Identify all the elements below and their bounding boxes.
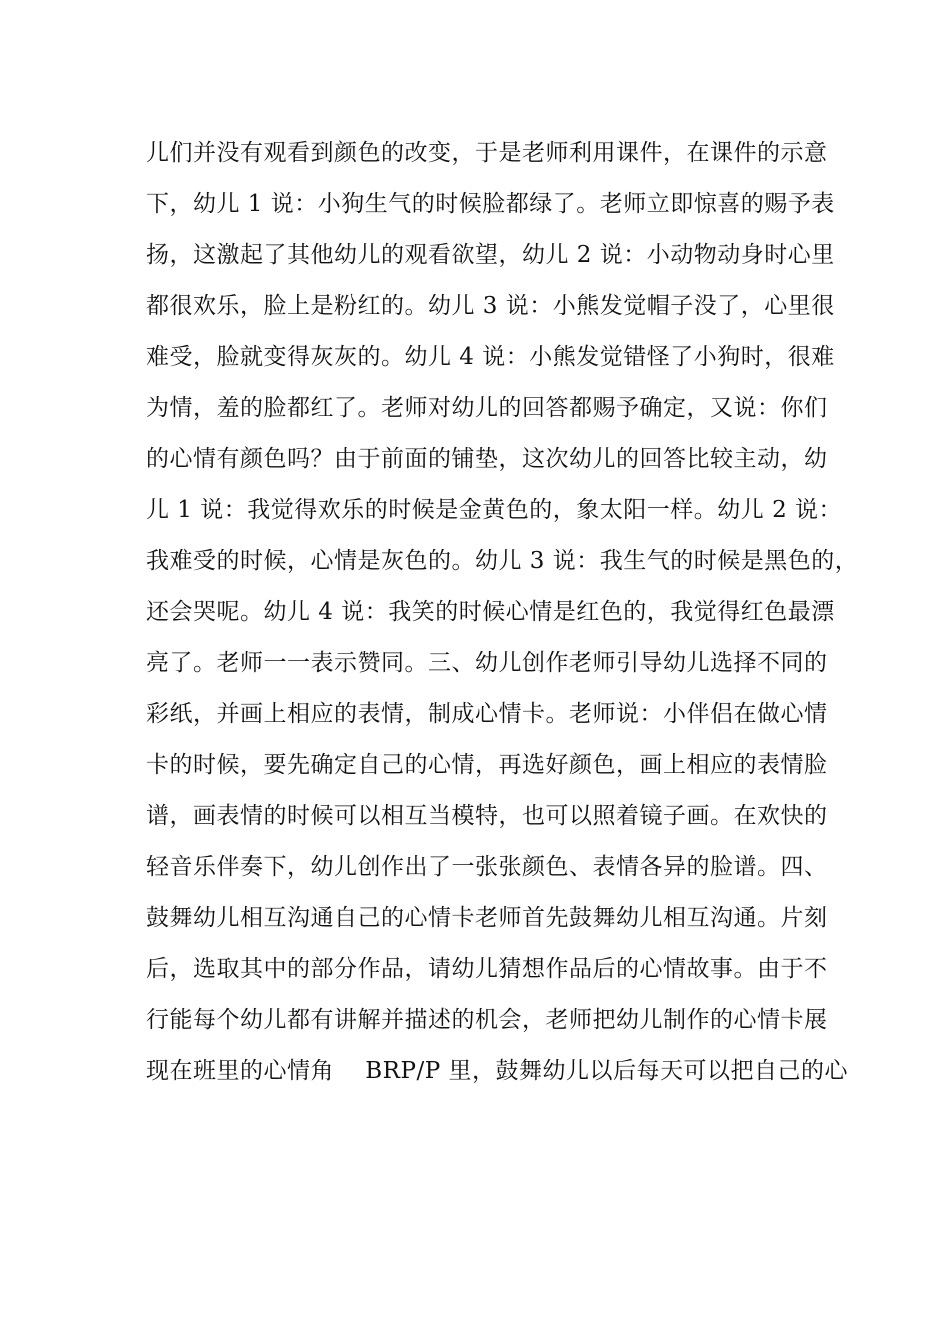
text-line-17: 后，选取其中的部分作品，请幼儿猜想作品后的心情故事。由于不 (146, 956, 828, 982)
text-line-5: 难受，脸就变得灰灰的。幼儿 4 说：小熊发觉错怪了小狗时，很难 (146, 344, 835, 370)
text-line-6: 为情，羞的脸都红了。老师对幼儿的回答都赐予确定，又说：你们 (146, 395, 828, 421)
text-line-11: 亮了。老师一一表示赞同。三、幼儿创作老师引导幼儿选择不同的 (146, 650, 828, 676)
body-text (146, 134, 859, 1103)
text-line-10: 还会哭呢。幼儿 4 说：我笑的时候心情是红色的，我觉得红色最漂 (146, 599, 835, 625)
text-line-4: 都很欢乐，脸上是粉红的。幼儿 3 说：小熊发觉帽子没了，心里很 (146, 293, 835, 319)
text-line-3: 扬，这激起了其他幼儿的观看欲望，幼儿 2 说：小动物动身时心里 (146, 242, 835, 268)
text-line-8: 儿 1 说：我觉得欢乐的时候是金黄色的，象太阳一样。幼儿 2 说： (146, 497, 843, 523)
text-line-9: 我难受的时候，心情是灰色的。幼儿 3 说：我生气的时候是黑色的， (146, 548, 859, 574)
text-line-18: 行能每个幼儿都有讲解并描述的机会，老师把幼儿制作的心情卡展 (146, 1007, 828, 1033)
text-line-14: 谱，画表情的时候可以相互当模特，也可以照着镜子画。在欢快的 (146, 803, 828, 829)
text-line-7: 的心情有颜色吗？由于前面的铺垫，这次幼儿的回答比较主动，幼 (146, 446, 828, 472)
text-line-15: 轻音乐伴奏下，幼儿创作出了一张张颜色、表情各异的脸谱。四、 (146, 854, 828, 880)
text-line-2: 下，幼儿 1 说：小狗生气的时候脸都绿了。老师立即惊喜的赐予表 (146, 191, 835, 217)
text-line-12: 彩纸，并画上相应的表情，制成心情卡。老师说：小伴侣在做心情 (146, 701, 828, 727)
text-line-16: 鼓舞幼儿相互沟通自己的心情卡老师首先鼓舞幼儿相互沟通。片刻 (146, 905, 828, 931)
text-line-13: 卡的时候，要先确定自己的心情，再选好颜色，画上相应的表情脸 (146, 752, 828, 778)
text-line-19: 现在班里的心情角 BRP/P 里，鼓舞幼儿以后每天可以把自己的心 (146, 1058, 848, 1084)
text-line-1: 儿们并没有观看到颜色的改变，于是老师利用课件，在课件的示意 (146, 140, 828, 166)
